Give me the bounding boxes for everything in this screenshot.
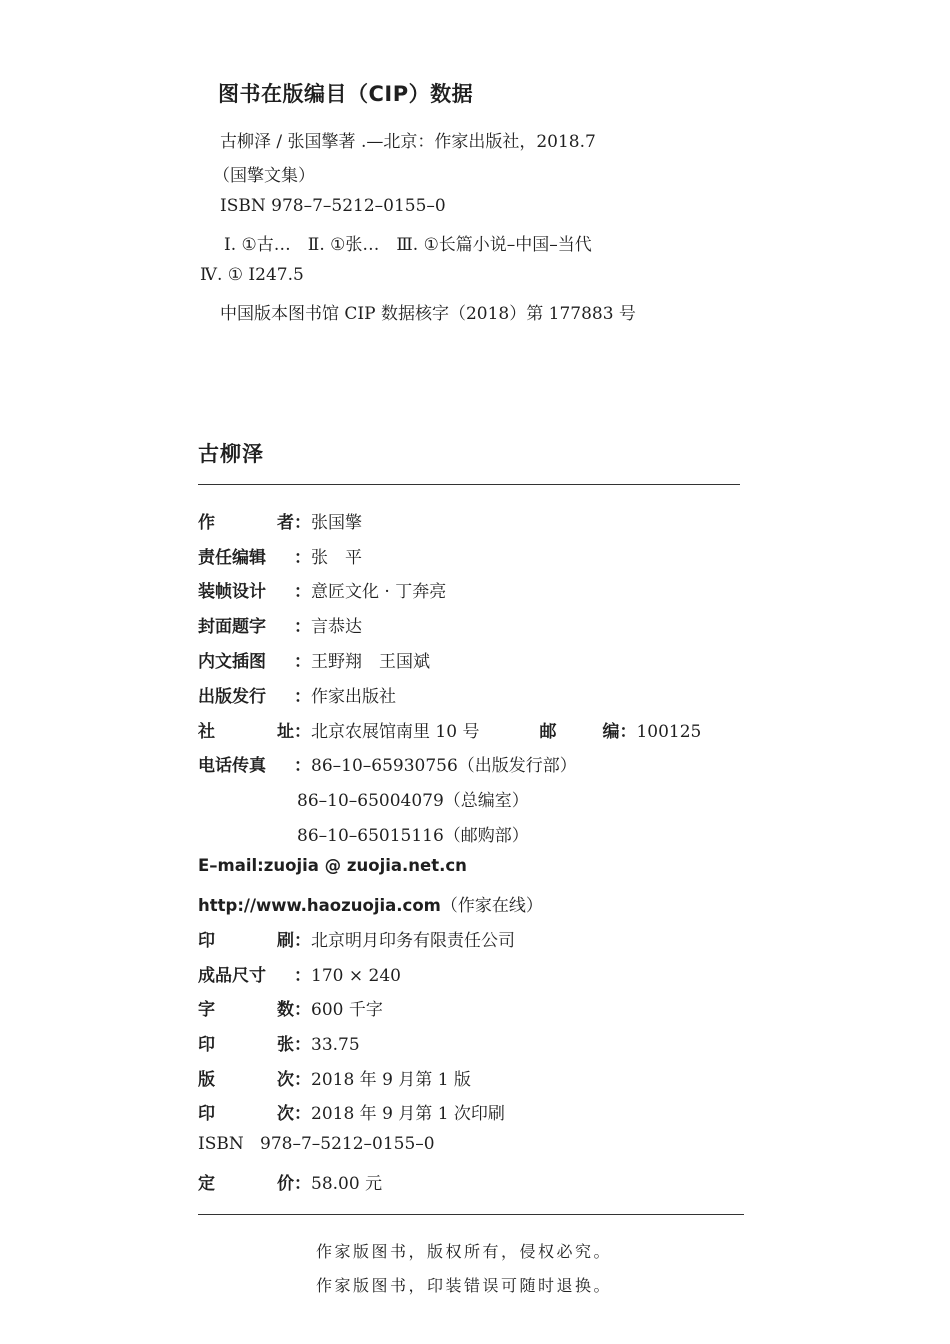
row-website: [198, 891, 543, 916]
row-words: 字 数 ：600 千字: [198, 995, 383, 1020]
sheets-label: 印 张: [198, 1035, 294, 1055]
email: E–mail:zuojia @ zuojia.net.cn: [198, 856, 467, 875]
publisher-value: 作家出版社: [311, 687, 396, 707]
cip-line-classification: Ⅰ. ①古… Ⅱ. ①张… Ⅲ. ①长篇小说–中国–当代: [224, 235, 592, 255]
row-illustration: 内文插图 ：王野翔 王国斌: [198, 647, 430, 672]
size-value: 170 × 240: [311, 966, 401, 986]
cip-title: 图书在版编目（CIP）数据: [218, 82, 474, 106]
postcode-label: 邮 编: [539, 722, 620, 742]
illustration-label: 内文插图: [198, 652, 266, 672]
cip-line-series: （国擎文集）: [213, 166, 315, 186]
cip-line-isbn: ISBN 978–7–5212–0155–0: [220, 196, 446, 216]
website-url: http://www.haozuojia.com: [198, 896, 441, 915]
words-label: 字 数: [198, 1000, 294, 1020]
phone-value-2: 86–10–65004079（总编室）: [297, 791, 529, 811]
edition-label: 版 次: [198, 1070, 294, 1090]
address-label: 社 址: [198, 722, 294, 742]
row-sheets: 印 张 ：33.75: [198, 1030, 360, 1055]
edition-value: 2018 年 9 月第 1 版: [311, 1070, 471, 1090]
postcode-value: 100125: [636, 722, 702, 742]
row-cover-calligraphy: 封面题字 ：言恭达: [198, 612, 362, 637]
sheets-value: 33.75: [311, 1035, 360, 1055]
row-address: 社 址 ：北京农展馆南里 10 号 邮 编 ：100125: [198, 717, 701, 742]
row-size: 成品尺寸 ：170 × 240: [198, 961, 401, 986]
row-price: 定 价 ：58.00 元: [198, 1169, 382, 1194]
printing-label: 印 次: [198, 1104, 294, 1124]
price-label: 定 价: [198, 1174, 294, 1194]
isbn-label: ISBN: [198, 1134, 244, 1154]
cover-calligraphy-value: 言恭达: [311, 617, 362, 637]
editor-value: 张 平: [311, 548, 362, 568]
bottom-divider: [198, 1214, 744, 1215]
cip-line-record-number: 中国版本图书馆 CIP 数据核字（2018）第 177883 号: [220, 304, 636, 324]
price-value: 58.00 元: [311, 1174, 383, 1194]
phone-value-1: 86–10–65930756（出版发行部）: [311, 756, 577, 776]
book-title: 古柳泽: [198, 442, 264, 466]
copyright-notice: 作家版图书，版权所有，侵权必究。: [316, 1242, 613, 1261]
address-value: 北京农展馆南里 10 号: [311, 722, 480, 742]
row-editor: 责任编辑 ：张 平: [198, 543, 362, 568]
isbn-value: 978–7–5212–0155–0: [260, 1134, 435, 1154]
design-label: 装帧设计: [198, 582, 266, 602]
design-value: 意匠文化 · 丁奔亮: [311, 582, 447, 602]
printer-label: 印 刷: [198, 931, 294, 951]
row-printing: 印 次 ：2018 年 9 月第 1 次印刷: [198, 1099, 505, 1124]
phone-value-3: 86–10–65015116（邮购部）: [297, 826, 529, 846]
return-notice: 作家版图书，印装错误可随时退换。: [316, 1276, 613, 1295]
editor-label: 责任编辑: [198, 548, 266, 568]
top-divider: [198, 484, 740, 485]
printing-value: 2018 年 9 月第 1 次印刷: [311, 1104, 505, 1124]
row-isbn: [198, 1134, 435, 1154]
size-label: 成品尺寸: [198, 966, 266, 986]
publisher-label: 出版发行: [198, 687, 266, 707]
author-value: 张国擎: [311, 513, 362, 533]
cip-line-class-number: Ⅳ. ① I247.5: [200, 265, 304, 285]
printer-value: 北京明月印务有限责任公司: [311, 931, 515, 951]
author-label: 作 者: [198, 513, 294, 533]
words-value: 600 千字: [311, 1000, 383, 1020]
cip-line-author: 古柳泽 / 张国擎著 .—北京：作家出版社，2018.7: [220, 132, 596, 152]
cover-calligraphy-label: 封面题字: [198, 617, 266, 637]
row-publisher: 出版发行 ：作家出版社: [198, 682, 396, 707]
website-note: （作家在线）: [440, 896, 543, 916]
row-author: 作 者 ：张国擎: [198, 508, 362, 533]
row-design: 装帧设计 ：意匠文化 · 丁奔亮: [198, 577, 446, 602]
illustration-value: 王野翔 王国斌: [311, 652, 430, 672]
row-edition: 版 次 ：2018 年 9 月第 1 版: [198, 1065, 471, 1090]
phone-label: 电话传真: [198, 756, 266, 776]
row-phone: 电话传真 ：86–10–65930756（出版发行部）: [198, 751, 577, 776]
row-printer: 印 刷 ：北京明月印务有限责任公司: [198, 926, 515, 951]
